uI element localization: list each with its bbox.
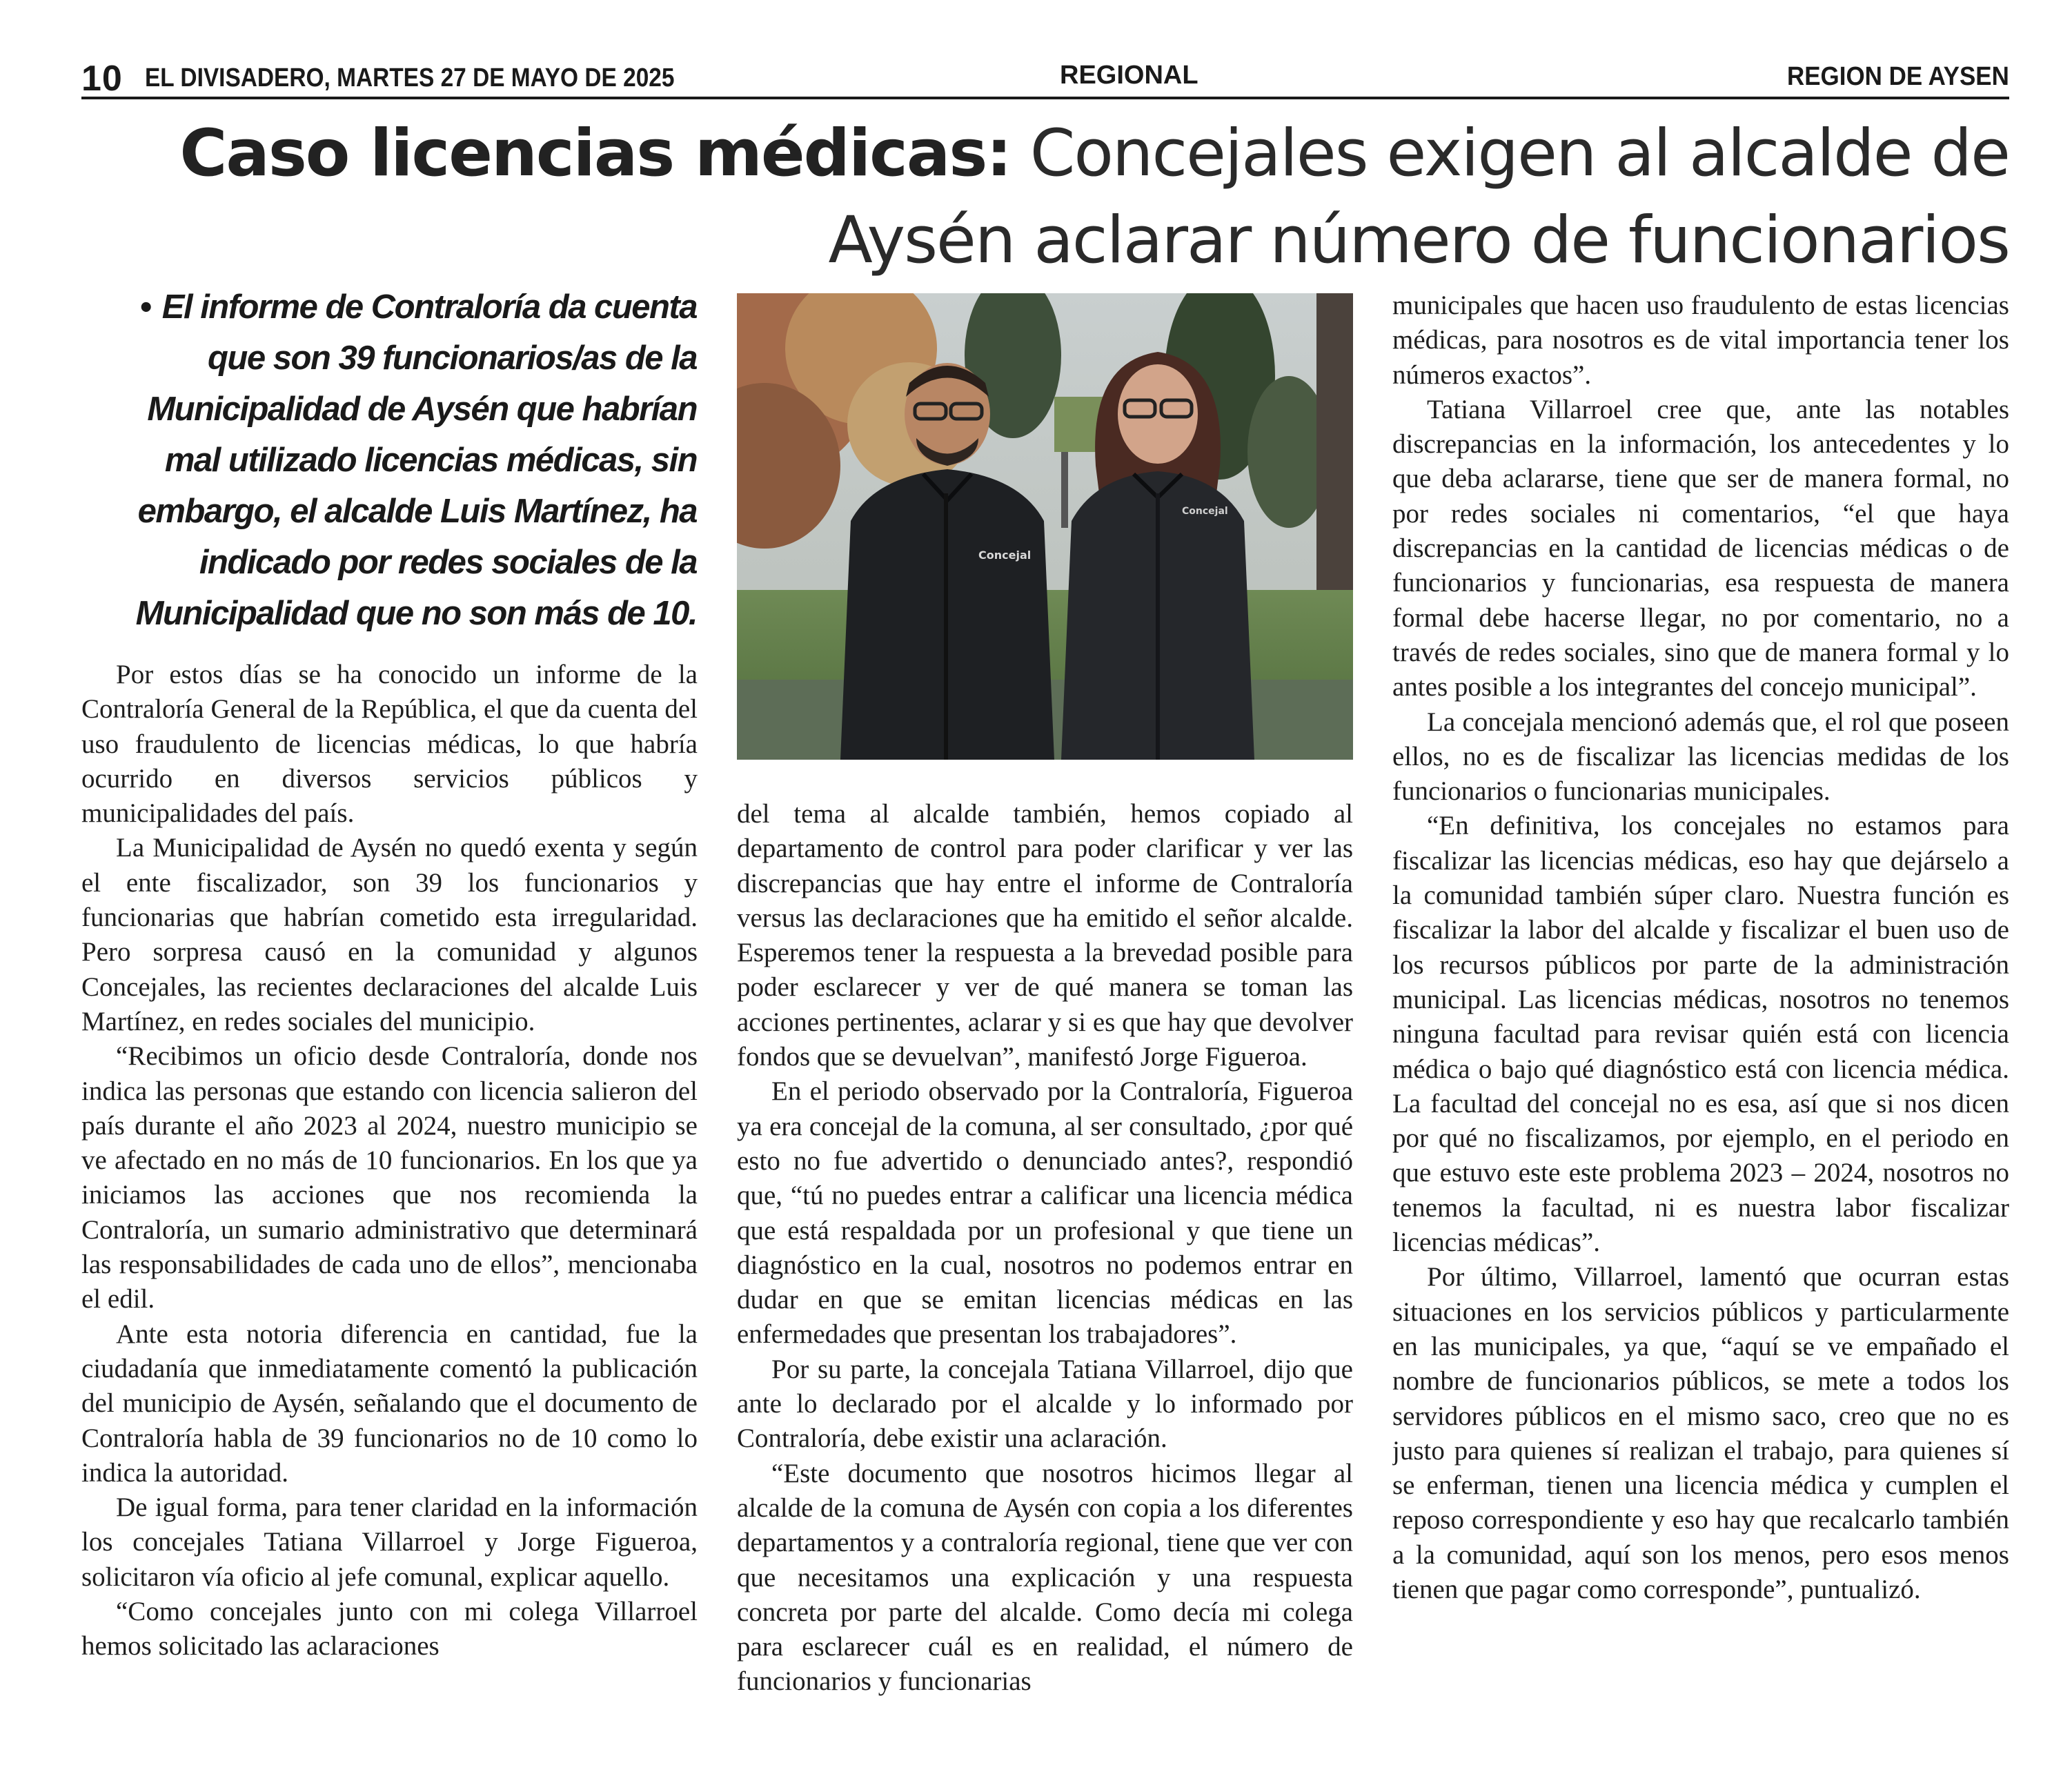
paragraph: “Este documento que nosotros hicimos llegar al alcalde de la comuna de Aysén con copia a los diferentes departamentos y a contraloría regional, tiene que ver con que necesitamos una explicación y una respuesta concreta por parte del alcalde. Como decía mi colega para esclarecer cuál es en realidad, el número de funcionarios y funcionarias xyxy=(737,1458,1353,1697)
paragraph: En el periodo observado por la Contraloría, Figueroa ya era concejal de la comuna, al ser consultado, ¿por qué esto no fue advertido o denunciado antes?, respondió que, “tú no puedes entrar a calificar una licencia médica que está respaldada por un profesional y que tiene un diagnóstico en la cual, nosotros no podemos entrar en dudar en que se emitan licencias médicas en las enfermedades que presentan los trabajadores”. xyxy=(737,1076,1353,1350)
paragraph: La Municipalidad de Aysén no quedó exenta y según el ente fiscalizador, son 39 los funcionarios y funcionarias que habrían cometido esta irregularidad. Pero sorpresa causó en la comunidad y algunos Concejales, las recientes declaraciones del alcalde Luis Martínez, en redes sociales del municipio. xyxy=(81,833,698,1036)
paragraph: municipales que hacen uso fraudulento de estas licencias médicas, para nosotros es de vital importancia tener los números exactos”. xyxy=(1392,290,2009,390)
paragraph: “En definitiva, los concejales no estamos para fiscalizar las licencias médicas, eso hay que dejárselo a la comunidad también súper claro. Nuestra función es fiscalizar la labor del alcalde y fiscalizar el buen uso de los recursos públicos por parte de la administración municipal. Las licencias médicas, nosotros no tenemos ninguna facultad para revisar quién está con licencia médica o bajo qué diagnóstico está con licencia médica. La facultad del concejal no es esa, así que si nos dicen por qué no fiscalizamos, por ejemplo, en el periodo en que estuvo este este problema 2023 – 2024, nosotros no tenemos la facultad, ni es nuestra labor fiscalizar licencias médicas”. xyxy=(1392,811,2009,1258)
paragraph: Por su parte, la concejala Tatiana Villarroel, dijo que ante lo declarado por el alcalde y lo informado por Contraloría, debe existir una aclaración. xyxy=(737,1354,1353,1454)
paragraph: “Recibimos un oficio desde Contraloría, donde nos indica las personas que estando con licencia salieron del país durante el año 2023 al 2024, nuestro municipio se ve afectado en no más de 10 funcionarios. En los que ya iniciamos las acciones que nos recomienda la Contraloría, un sumario administrativo que determinará las responsabilidades de cada uno de ellos”, mencionaba el edil. xyxy=(81,1041,698,1314)
subheadline xyxy=(117,282,697,639)
headline-line1: Concejales exigen al alcalde de xyxy=(1010,116,2009,191)
article-column-2 xyxy=(737,797,1353,1774)
jacket-label-left: Concejal xyxy=(978,549,1032,562)
article-column-1 xyxy=(81,658,698,1774)
article-column-3 xyxy=(1392,288,2009,1774)
headline-bold: Caso licencias médicas: xyxy=(179,116,1011,191)
section-label: REGIONAL xyxy=(1060,61,1198,90)
page-number: 10 xyxy=(81,59,123,99)
paragraph: Tatiana Villarroel cree que, ante las notables discrepancias en la información, los antecedentes y lo que deba aclararse, tiene que ser de manera formal, no por redes sociales ni comentarios, “el que haya discrepancias en la cantidad de licencias médicas o de funcionarios y funcionarias, esa respuesta de manera formal debe hacerse llegar, no por comentario, no a través de redes sociales, sino que de manera formal y lo antes posible a los integrantes del concejo municipal”. xyxy=(1392,394,2009,702)
region-label: REGION DE AYSEN xyxy=(1787,62,2009,91)
headline-line2: Aysén aclarar número de funcionarios xyxy=(828,203,2009,278)
jacket-label-right: Concejal xyxy=(1182,506,1228,517)
paragraph: del tema al alcalde también, hemos copiado al departamento de control para poder clarificar y ver las discrepancias que hay entre el informe de Contraloría versus las declaraciones que ha emitido el señor alcalde. Esperemos tener la respuesta a la brevedad posible para poder esclarecer y ver de qué manera se toman las acciones pertinentes, aclarar y si es que hay que devolver fondos que se devuelvan”, manifestó Jorge Figueroa. xyxy=(737,799,1353,1072)
paragraph: “Como concejales junto con mi colega Villarroel hemos solicitado las aclaraciones xyxy=(81,1597,698,1662)
paragraph: Por último, Villarroel, lamentó que ocurran estas situaciones en los servicios públicos y particularmente en las municipales, ya que, “aquí se ve empañado el nombre de funcionarios públicos, se mete a todos los servidores públicos en el mismo saco, creo que no es justo para quienes sí realizan el trabajo, para quienes sí se enferman, tienen una licencia médica y cumplen el reposo correspondiente y eso hay que recalcarlo también a la comunidad, aquí son los menos, pero esos menos tienen que pagar como corresponde”, puntualizó. xyxy=(1392,1262,2009,1604)
subheadline-text: El informe de Contraloría da cuenta que son 39 funcionarios/as de la Municipalidad de Aysén que habrían mal utilizado licencias médicas, sin embargo, el alcalde Luis Martínez, ha indicado por redes sociales de la Municipalidad que no son más de 10. xyxy=(135,288,697,632)
bullet-icon: • xyxy=(140,288,151,326)
newspaper-name-date: EL DIVISADERO, MARTES 27 DE MAYO DE 2025 xyxy=(145,63,675,92)
paragraph: La concejala mencionó además que, el rol que poseen ellos, no es de fiscalizar las licencias medidas de los funcionarios o funcionarias municipales. xyxy=(1392,707,2009,807)
paragraph: Por estos días se ha conocido un informe de la Contraloría General de la República, el que da cuenta del uso fraudulento de licencias médicas, lo que habría ocurrido en diversos servicios públicos y municipalidades del país. xyxy=(81,660,698,829)
article-photo xyxy=(737,293,1353,760)
page-header xyxy=(81,55,2009,99)
paragraph: De igual forma, para tener claridad en la información los concejales Tatiana Villarroel y Jorge Figueroa, solicitaron vía oficio al jefe comunal, explicar aquello. xyxy=(81,1492,698,1592)
paragraph: Ante esta notoria diferencia en cantidad, fue la ciudadanía que inmediatamente comentó la publicación del municipio de Aysén, señalando que el documento de Contraloría habla de 39 funcionarios no de 10 como lo indica la autoridad. xyxy=(81,1319,698,1488)
headline xyxy=(146,110,2009,284)
